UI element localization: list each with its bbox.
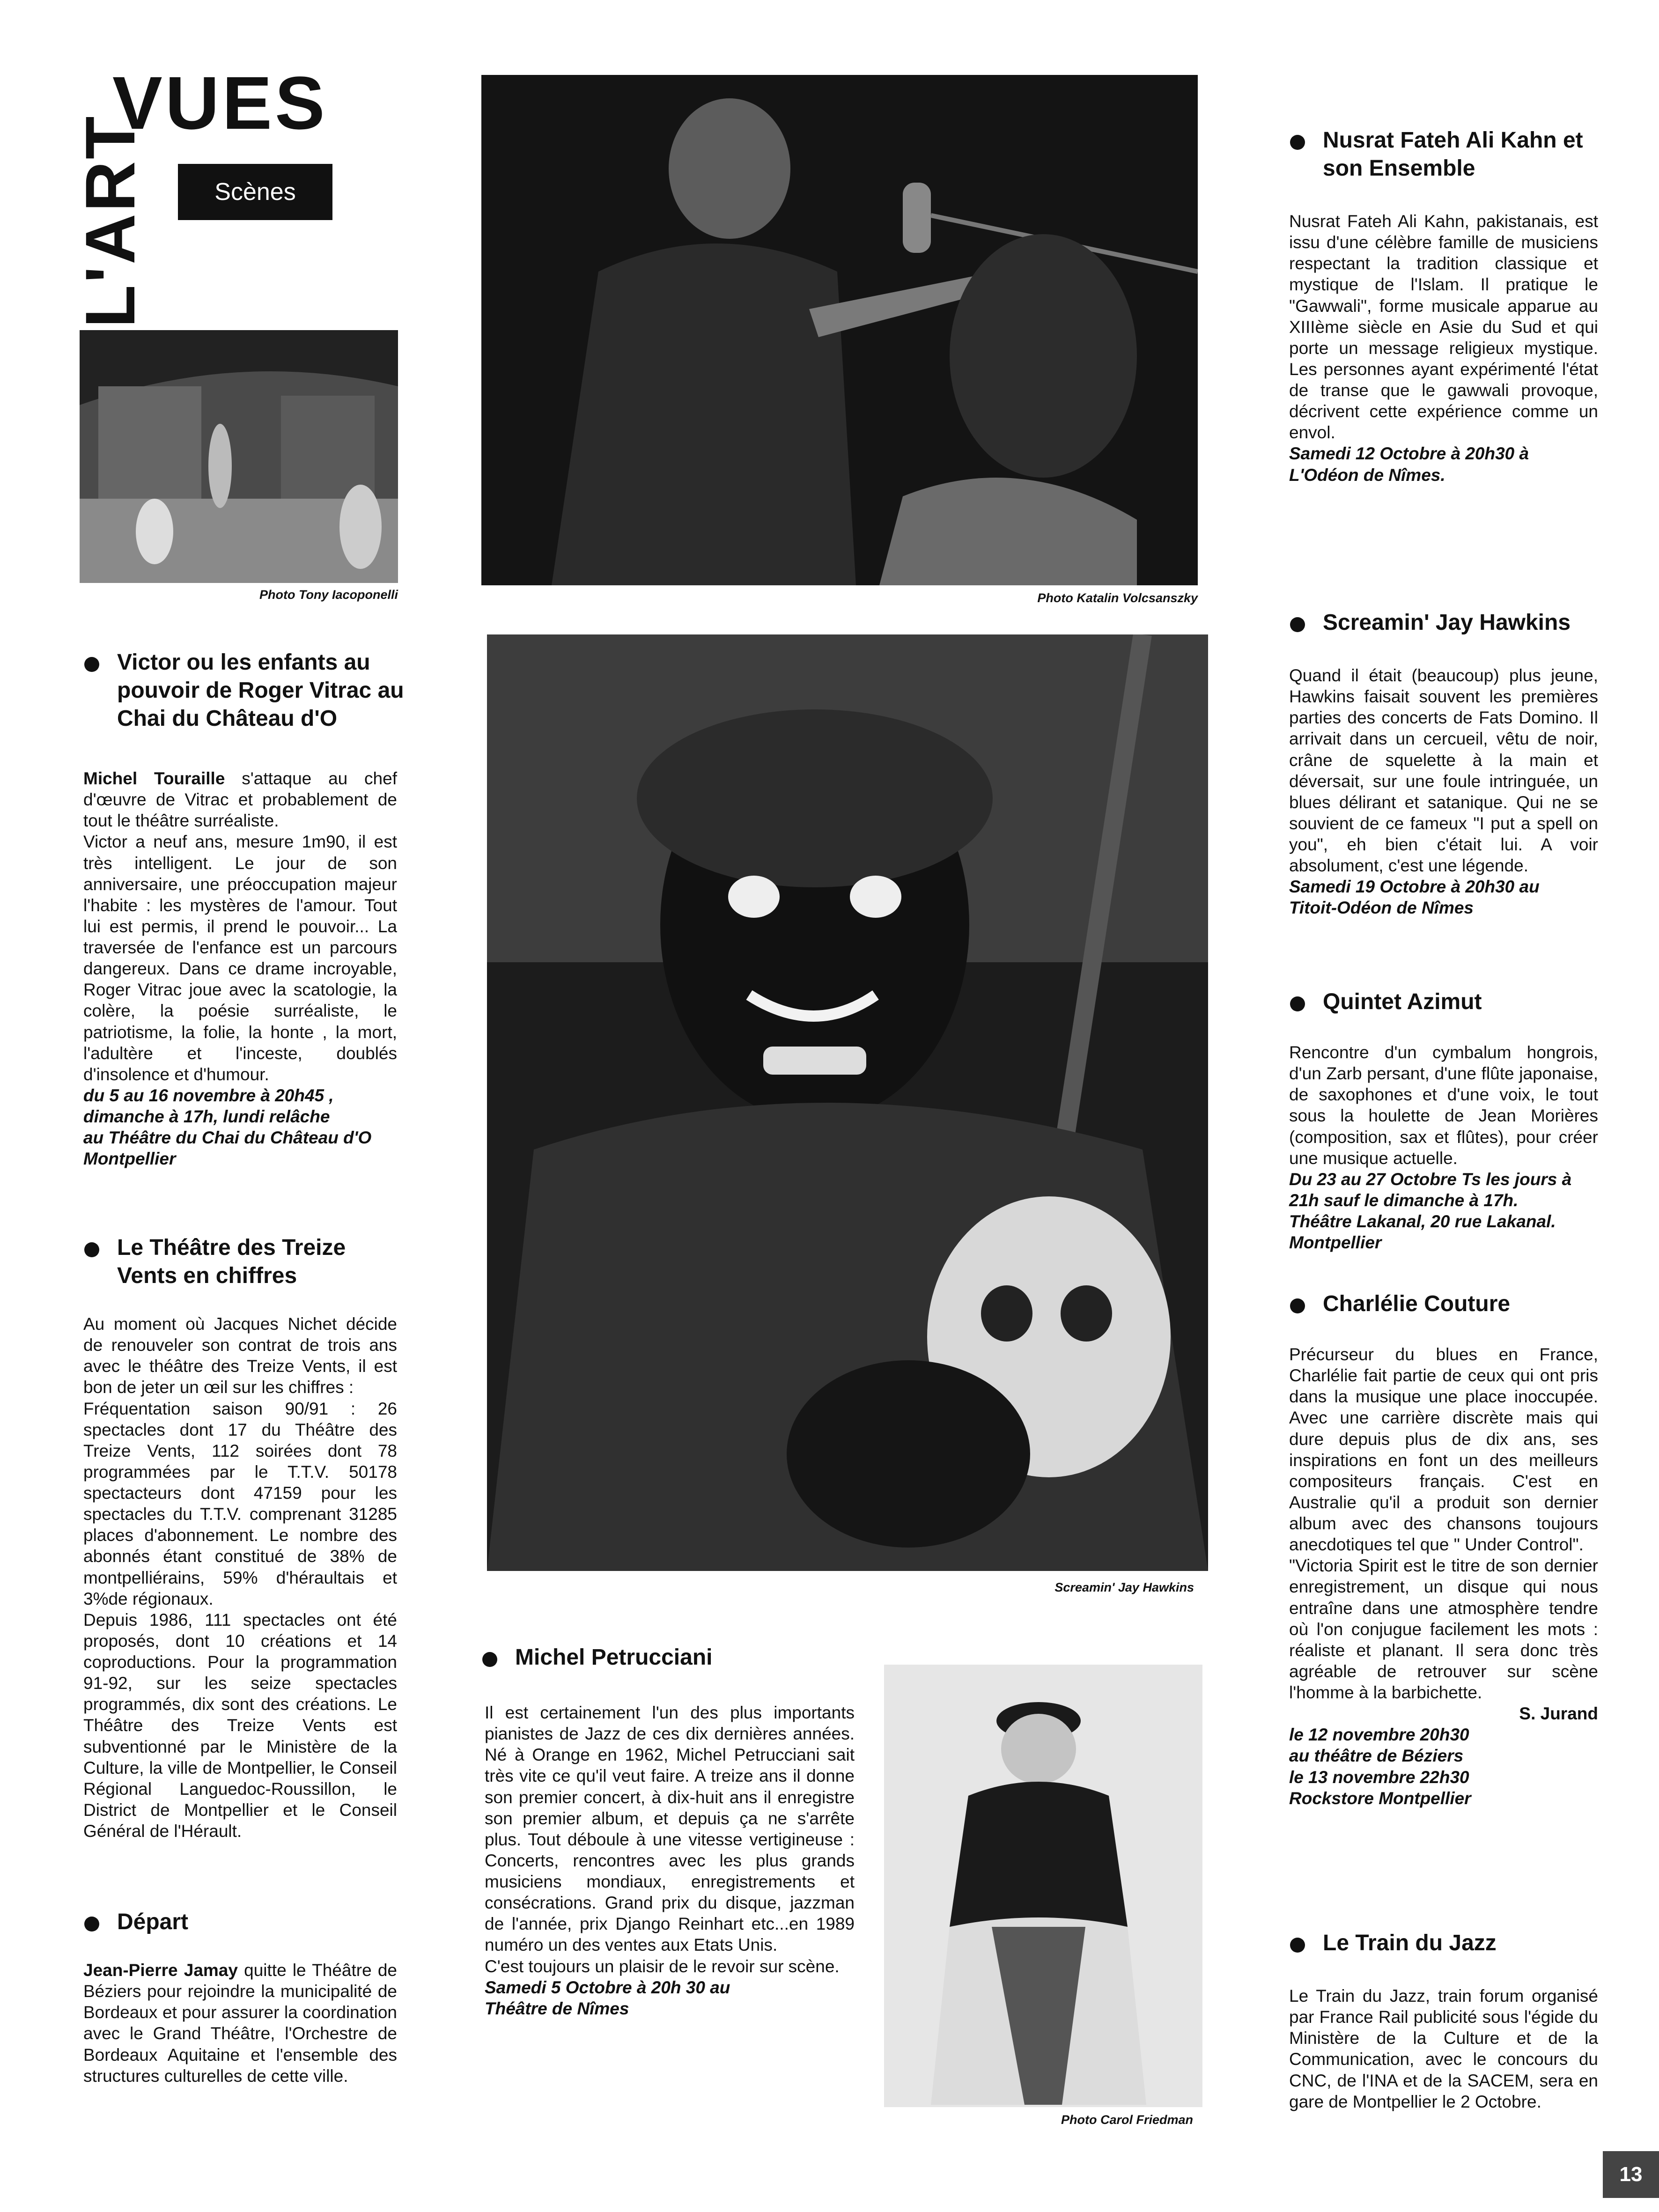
- charlelie-text1: Précurseur du blues en France, Charlélie fait partie de ceux qui ont pris dans la musique une place inoccupée. Avec une carrière discrète mais qui dure depuis plus de dix ans, ses inspirations en font un des meilleurs compositeurs français. C'est en Australie qu'il a produit son dernier album avec des chansons toujours anecdotiques tel que " Under Control".: [1289, 1345, 1598, 1555]
- bullet-dot-icon: [1290, 1938, 1305, 1953]
- bullet-dot-icon: [482, 1652, 497, 1667]
- nusrat-title: Nusrat Fateh Ali Kahn et son Ensemble: [1323, 128, 1583, 181]
- charlelie-text2: "Victoria Spirit est le titre de son dernier enregistrement, un disque qui nous entraîne dans une atmosphère tendre où l'on conjugue facilement les mots : réaliste et planant. Il sera donc très agréable de retrouver sur scène l'homme à la barbichette.: [1289, 1556, 1598, 1702]
- petrucciani-text1: Il est certainement l'un des plus importants pianistes de Jazz de ces dix dernières années. Né à Orange en 1962, Michel Petrucciani sait très vite ce qu'il veut faire. A treize ans il donne son premier concert, à dix-huit ans il enregistre son premier album, et depuis ça ne s'arrête plus. Tout déboule à une vitesse vertigineuse : Concerts, rencontres avec les plus grands musiciens mondiaux, enregistrements et consécrations. Grand prix du disque, jazzman de l'année, prix Django Reinhart etc...en 1989 numéro un des ventes aux Etats Unis.: [485, 1703, 855, 1955]
- hawkins-photo: [487, 634, 1208, 1571]
- azimut-when2: 21h sauf le dimanche à 17h.: [1289, 1190, 1519, 1210]
- hawkins-article: [1289, 665, 1598, 919]
- train-title: Le Train du Jazz: [1323, 1931, 1497, 1955]
- petrucciani-when2: Théâtre de Nîmes: [485, 1998, 629, 2018]
- petrucciani-heading: [482, 1644, 843, 1672]
- bullet-dot-icon: [84, 1917, 99, 1932]
- victor-title: Victor ou les enfants au pouvoir de Roger Vitrac au Chai du Château d'O: [117, 650, 404, 731]
- bullet-dot-icon: [84, 657, 99, 672]
- charlelie-signature: S. Jurand: [1519, 1704, 1598, 1724]
- charlelie-article: [1289, 1344, 1598, 1809]
- masthead-vues: VUES: [112, 61, 328, 145]
- hawkins-when2: Titoit-Odéon de Nîmes: [1289, 898, 1474, 918]
- bullet-dot-icon: [1290, 996, 1305, 1011]
- petrucciani-text2: C'est toujours un plaisir de le revoir sur scène.: [485, 1956, 840, 1976]
- charlelie-when4: Rockstore Montpellier: [1289, 1788, 1471, 1808]
- nusrat-photo: [481, 75, 1198, 585]
- treize-text1: Au moment où Jacques Nichet décide de renouveler son contrat de trois ans avec le théâtre des Treize Vents, il est bon de jeter un œil sur les chiffres :: [83, 1314, 397, 1397]
- azimut-text: Rencontre d'un cymbalum hongrois, d'un Zarb persant, d'une flûte japonaise, de saxophones et d'une voix, le tout sous la houlette de Jean Morières (composition, sax et flûtes), pour créer une musique actuelle.: [1289, 1043, 1598, 1168]
- train-heading: [1290, 1929, 1613, 1957]
- hawkins-when1: Samedi 19 Octobre à 20h30 au: [1289, 877, 1540, 897]
- hawkins-heading: [1290, 609, 1632, 637]
- bullet-dot-icon: [1290, 135, 1305, 150]
- hawkins-title: Screamin' Jay Hawkins: [1323, 610, 1571, 635]
- charlelie-title: Charlélie Couture: [1323, 1291, 1511, 1316]
- hawkins-text: Quand il était (beaucoup) plus jeune, Hawkins faisait souvent les premières parties des concerts de Fats Domino. Il arrivait dans un cercueil, vêtu de noir, crâne de squelette à la main et déversait, sur une foule intringuée, un blues délirant et satanique. Qui ne se souvient de ce fameux "I put a spell on you", eh bien c'était lui. A voir absolument, c'est une légende.: [1289, 666, 1598, 876]
- bullet-dot-icon: [84, 1242, 99, 1257]
- petrucciani-photo: [884, 1665, 1202, 2107]
- photo-credit-3: Screamin' Jay Hawkins: [1054, 1580, 1194, 1594]
- victor-lead: Michel Touraille: [83, 769, 225, 788]
- depart-article: [83, 1960, 397, 2087]
- train-article: [1289, 1985, 1598, 2112]
- bullet-dot-icon: [1290, 617, 1305, 632]
- depart-title: Départ: [117, 1910, 189, 1934]
- victor-when3: au Théâtre du Chai du Château d'O: [83, 1128, 372, 1148]
- victor-heading: [84, 649, 435, 733]
- petrucciani-when1: Samedi 5 Octobre à 20h 30 au: [485, 1977, 730, 1997]
- stage-photo: [80, 330, 398, 583]
- charlelie-when2: au théâtre de Béziers: [1289, 1746, 1464, 1766]
- victor-when1: du 5 au 16 novembre à 20h45 ,: [83, 1085, 334, 1105]
- charlelie-when3: le 13 novembre 22h30: [1289, 1767, 1469, 1787]
- azimut-when3: Théâtre Lakanal, 20 rue Lakanal.: [1289, 1212, 1556, 1231]
- nusrat-when1: Samedi 12 Octobre à 20h30 à: [1289, 444, 1529, 464]
- depart-heading: [84, 1908, 407, 1936]
- hawkins-photo-illustration: [487, 634, 1208, 1571]
- page-number: 13: [1603, 2151, 1659, 2198]
- azimut-heading: [1290, 988, 1613, 1016]
- charlelie-when1: le 12 novembre 20h30: [1289, 1725, 1469, 1745]
- stage-photo-illustration: [80, 330, 398, 583]
- charlelie-heading: [1290, 1290, 1613, 1318]
- depart-text: quitte le Théâtre de Béziers pour rejoindre la municipalité de Bordeaux et pour assurer la coordination avec le Grand Théâtre, l'Orchestre de Bordeaux Aquitaine et l'ensemble des structures culturelles de cette ville.: [83, 1961, 397, 2086]
- nusrat-when2: L'Odéon de Nîmes.: [1289, 465, 1445, 485]
- azimut-article: [1289, 1042, 1598, 1253]
- bullet-dot-icon: [1290, 1298, 1305, 1313]
- victor-article: [83, 768, 397, 1169]
- nusrat-photo-illustration: [481, 75, 1198, 585]
- victor-text2: Victor a neuf ans, mesure 1m90, il est très intelligent. Le jour de son anniversaire, une préoccupation majeur l'habite : les mystères de l'amour. Tout lui est permis, il prend le pouvoir... La traversée de l'enfance est un parcours dangereux. Dans ce drame incroyable, Roger Vitrac joue avec la scatologie, la colère, la poésie surréaliste, le patriotisme, la folie, la honte , la mort, l'adultère et l'inceste, doublés d'insolence et d'humour.: [83, 832, 397, 1084]
- treize-text2: Fréquentation saison 90/91 : 26 spectacles dont 17 du Théâtre des Treize Vents, 112 soirées dont 78 programmées par le T.T.V. 50178 spectacteurs dont 47159 pour les spectacles du T.T.V. comprenant 31285 places d'abonnement. Le nombre des abonnés étant constitué de 38% de montpelliérains, 59% d'héraultais et 3%de régionaux.: [83, 1399, 397, 1608]
- azimut-title: Quintet Azimut: [1323, 989, 1482, 1014]
- treize-title: Le Théâtre des Treize Vents en chiffres: [117, 1235, 346, 1288]
- masthead-lart-text: L'ART: [71, 114, 149, 328]
- masthead-lart: [71, 114, 150, 328]
- nusrat-article: [1289, 211, 1598, 486]
- petrucciani-title: Michel Petrucciani: [515, 1645, 713, 1670]
- petrucciani-photo-illustration: [884, 1665, 1202, 2107]
- victor-text1: s'attaque au chef d'œuvre de Vitrac et probablement de tout le théâtre surréaliste.: [83, 769, 397, 831]
- photo-credit-2: Photo Katalin Volcsanszky: [1037, 591, 1198, 605]
- photo-credit-1: Photo Tony Iacoponelli: [259, 588, 398, 602]
- azimut-when1: Du 23 au 27 Octobre Ts les jours à: [1289, 1169, 1572, 1189]
- petrucciani-article: [485, 1702, 855, 2019]
- treize-article: [83, 1313, 397, 1842]
- nusrat-text: Nusrat Fateh Ali Kahn, pakistanais, est issu d'une célèbre famille de musiciens respectant la tradition classique et mystique de l'Islam. Il pratique le "Gawwali", forme musicale apparue au XIIIème siècle en Asie du Sud et qui porte un message religieux mystique. Les personnes ayant expérimenté l'état de transe que le gawwali provoque, décrivent cette expérience comme un envol.: [1289, 212, 1598, 442]
- azimut-when4: Montpellier: [1289, 1233, 1382, 1253]
- nusrat-heading: [1290, 126, 1613, 183]
- victor-when2: dimanche à 17h, lundi relâche: [83, 1107, 330, 1126]
- depart-lead: Jean-Pierre Jamay: [83, 1961, 238, 1980]
- train-text: Le Train du Jazz, train forum organisé par France Rail publicité sous l'égide du Ministère de la Culture et de la Communication, avec le concours du CNC, de l'INA et de la SACEM, sera en gare de Montpellier le 2 Octobre.: [1289, 1986, 1598, 2111]
- victor-when4: Montpellier: [83, 1149, 176, 1169]
- photo-credit-4: Photo Carol Friedman: [1061, 2113, 1193, 2127]
- section-label: Scènes: [178, 164, 332, 220]
- treize-text3: Depuis 1986, 111 spectacles ont été proposés, dont 10 créations et 14 coproductions. Pour la programmation 91-92, sur les seize spectacles programmés, dix sont des créations. Le Théâtre des Treize Vents est subventionné par le Ministère de la Culture, la ville de Montpellier, le Conseil Régional Languedoc-Roussillon, le District de Montpellier et le Conseil Général de l'Hérault.: [83, 1610, 397, 1841]
- treize-heading: [84, 1234, 407, 1290]
